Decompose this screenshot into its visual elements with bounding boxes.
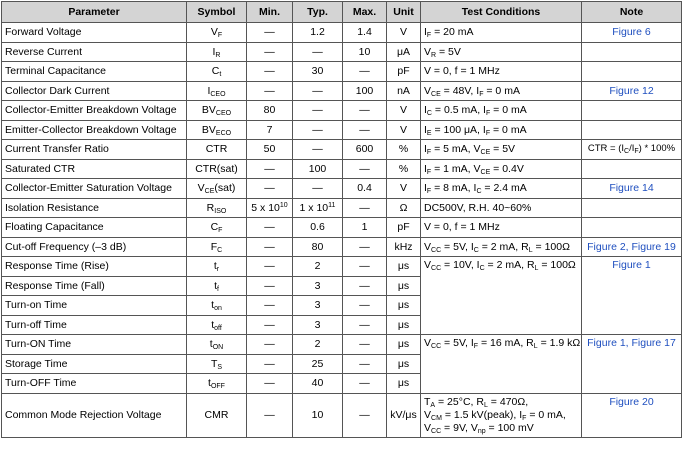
- typ-cell: —: [293, 42, 343, 62]
- min-cell: —: [247, 237, 293, 257]
- test-conditions-cell: $I_E = 100$ μA, $I_F = 0$ mA: [421, 120, 582, 140]
- max-cell: 100: [343, 81, 387, 101]
- typ-cell: 3: [293, 315, 343, 335]
- symbol-cell: $BV_{ECO}$: [187, 120, 247, 140]
- max-cell: —: [343, 198, 387, 218]
- min-cell: —: [247, 315, 293, 335]
- min-cell: —: [247, 218, 293, 238]
- typ-cell: 3: [293, 276, 343, 296]
- symbol-cell: $I_R$: [187, 42, 247, 62]
- note-cell: [582, 159, 682, 179]
- unit-cell: μs: [387, 257, 421, 277]
- parameter-cell: Current Transfer Ratio: [2, 140, 187, 160]
- note-cell: [582, 42, 682, 62]
- min-cell: 7: [247, 120, 293, 140]
- parameter-cell: Turn-on Time: [2, 296, 187, 316]
- test-conditions-cell: $T_A = 25^\circ C$, $R_L = 470\Omega$, $V_{CM} = 1.5$ kV(peak), $I_F = 0$ mA, $V_{CC} = 9V$, $V_{np} = 100$ mV: [421, 393, 582, 437]
- note-cell: Figure 2, Figure 19: [582, 237, 682, 257]
- symbol-cell: $V_{CE}(sat)$: [187, 179, 247, 199]
- test-conditions-cell: $I_F = 8$ mA, $I_C = 2.4$ mA: [421, 179, 582, 199]
- min-cell: —: [247, 23, 293, 43]
- table-row: [2, 42, 682, 62]
- symbol-cell: CTR: [187, 140, 247, 160]
- parameter-cell: Floating Capacitance: [2, 218, 187, 238]
- note-cell: Figure 14: [582, 179, 682, 199]
- parameter-cell: Reverse Current: [2, 42, 187, 62]
- header-typ: Typ.: [293, 2, 343, 23]
- unit-cell: %: [387, 140, 421, 160]
- max-cell: —: [343, 120, 387, 140]
- symbol-cell: $F_C$: [187, 237, 247, 257]
- min-cell: —: [247, 81, 293, 101]
- test-conditions-cell: $V_{CC} = 5V$, $I_C = 2$ mA, $R_L = 100\Omega$: [421, 237, 582, 257]
- parameter-cell: Collector-Emitter Saturation Voltage: [2, 179, 187, 199]
- min-cell: 5 x $10^{10}$: [247, 198, 293, 218]
- max-cell: —: [343, 374, 387, 394]
- parameter-cell: Turn-off Time: [2, 315, 187, 335]
- header-parameter: Parameter: [2, 2, 187, 23]
- note-cell: Figure 20: [582, 393, 682, 437]
- table-row: [2, 140, 682, 160]
- min-cell: —: [247, 179, 293, 199]
- unit-cell: μs: [387, 354, 421, 374]
- unit-cell: V: [387, 120, 421, 140]
- note-cell: CTR = $(I_C/I_F) * 100\%$: [582, 140, 682, 160]
- table-row: [2, 179, 682, 199]
- note-cell: [582, 101, 682, 121]
- unit-cell: kV/μs: [387, 393, 421, 437]
- test-conditions-cell: $V_{CC} = 5V$, $I_F = 16$ mA, $R_L = 1.9$ kΩ: [421, 335, 582, 394]
- note-cell: [582, 120, 682, 140]
- min-cell: 80: [247, 101, 293, 121]
- test-conditions-cell: $V_R = 5V$: [421, 42, 582, 62]
- electrical-characteristics-table: [1, 1, 682, 438]
- test-conditions-cell: DC500V, R.H. 40~60%: [421, 198, 582, 218]
- max-cell: 10: [343, 42, 387, 62]
- typ-cell: —: [293, 101, 343, 121]
- parameter-cell: Collector-Emitter Breakdown Voltage: [2, 101, 187, 121]
- parameter-cell: Response Time (Rise): [2, 257, 187, 277]
- table-row: [2, 335, 682, 355]
- table-row: [2, 23, 682, 43]
- max-cell: 1.4: [343, 23, 387, 43]
- max-cell: 1: [343, 218, 387, 238]
- table-row: [2, 62, 682, 82]
- table-row: [2, 393, 682, 437]
- parameter-cell: Saturated CTR: [2, 159, 187, 179]
- unit-cell: μs: [387, 374, 421, 394]
- unit-cell: pF: [387, 62, 421, 82]
- typ-cell: —: [293, 179, 343, 199]
- min-cell: —: [247, 374, 293, 394]
- note-cell: Figure 1: [582, 257, 682, 335]
- unit-cell: nA: [387, 81, 421, 101]
- typ-cell: —: [293, 140, 343, 160]
- symbol-cell: $C_t$: [187, 62, 247, 82]
- table-row: [2, 237, 682, 257]
- header-max: Max.: [343, 2, 387, 23]
- typ-cell: —: [293, 120, 343, 140]
- typ-cell: 3: [293, 296, 343, 316]
- symbol-cell: $t_{off}$: [187, 315, 247, 335]
- table-row: [2, 159, 682, 179]
- typ-cell: 2: [293, 257, 343, 277]
- parameter-cell: Forward Voltage: [2, 23, 187, 43]
- symbol-cell: $BV_{CEO}$: [187, 101, 247, 121]
- table-row: [2, 81, 682, 101]
- table-row: [2, 257, 682, 277]
- table-row: [2, 101, 682, 121]
- max-cell: —: [343, 315, 387, 335]
- parameter-cell: Storage Time: [2, 354, 187, 374]
- symbol-cell: $t_f$: [187, 276, 247, 296]
- test-conditions-cell: $V_{CE} = 48V$, $I_F = 0$ mA: [421, 81, 582, 101]
- min-cell: —: [247, 393, 293, 437]
- parameter-cell: Turn-ON Time: [2, 335, 187, 355]
- max-cell: —: [343, 257, 387, 277]
- typ-cell: 1.2: [293, 23, 343, 43]
- parameter-cell: Emitter-Collector Breakdown Voltage: [2, 120, 187, 140]
- typ-cell: 100: [293, 159, 343, 179]
- parameter-cell: Collector Dark Current: [2, 81, 187, 101]
- unit-cell: kHz: [387, 237, 421, 257]
- header-note: Note: [582, 2, 682, 23]
- min-cell: —: [247, 296, 293, 316]
- unit-cell: μs: [387, 315, 421, 335]
- typ-cell: 2: [293, 335, 343, 355]
- symbol-cell: CTR(sat): [187, 159, 247, 179]
- min-cell: —: [247, 335, 293, 355]
- unit-cell: Ω: [387, 198, 421, 218]
- symbol-cell: $t_r$: [187, 257, 247, 277]
- min-cell: —: [247, 42, 293, 62]
- max-cell: —: [343, 276, 387, 296]
- typ-cell: —: [293, 81, 343, 101]
- unit-cell: μA: [387, 42, 421, 62]
- max-cell: —: [343, 354, 387, 374]
- header-test-conditions: Test Conditions: [421, 2, 582, 23]
- test-conditions-cell: $I_F = 1$ mA, $V_{CE} = 0.4V$: [421, 159, 582, 179]
- typ-cell: 25: [293, 354, 343, 374]
- header-unit: Unit: [387, 2, 421, 23]
- test-conditions-cell: $I_F = 20$ mA: [421, 23, 582, 43]
- min-cell: —: [247, 159, 293, 179]
- typ-cell: 30: [293, 62, 343, 82]
- max-cell: —: [343, 296, 387, 316]
- typ-cell: 0.6: [293, 218, 343, 238]
- unit-cell: μs: [387, 296, 421, 316]
- symbol-cell: $t_{OFF}$: [187, 374, 247, 394]
- symbol-cell: $t_{on}$: [187, 296, 247, 316]
- max-cell: —: [343, 101, 387, 121]
- parameter-cell: Response Time (Fall): [2, 276, 187, 296]
- symbol-cell: $t_{ON}$: [187, 335, 247, 355]
- unit-cell: V: [387, 101, 421, 121]
- min-cell: —: [247, 257, 293, 277]
- table-row: [2, 218, 682, 238]
- typ-cell: 1 x $10^{11}$: [293, 198, 343, 218]
- parameter-cell: Turn-OFF Time: [2, 374, 187, 394]
- note-cell: [582, 198, 682, 218]
- unit-cell: %: [387, 159, 421, 179]
- table-row: [2, 120, 682, 140]
- test-conditions-cell: V = 0, f = 1 MHz: [421, 62, 582, 82]
- unit-cell: V: [387, 179, 421, 199]
- max-cell: 0.4: [343, 179, 387, 199]
- min-cell: 50: [247, 140, 293, 160]
- max-cell: —: [343, 237, 387, 257]
- symbol-cell: $T_S$: [187, 354, 247, 374]
- symbol-cell: $R_{ISO}$: [187, 198, 247, 218]
- parameter-cell: Cut-off Frequency (–3 dB): [2, 237, 187, 257]
- max-cell: —: [343, 159, 387, 179]
- header-symbol: Symbol: [187, 2, 247, 23]
- note-cell: Figure 1, Figure 17: [582, 335, 682, 394]
- min-cell: —: [247, 354, 293, 374]
- note-cell: Figure 6: [582, 23, 682, 43]
- test-conditions-cell: $V_{CC} = 10V$, $I_C = 2$ mA, $R_L = 100\Omega$: [421, 257, 582, 335]
- min-cell: —: [247, 62, 293, 82]
- header-row: [2, 2, 682, 23]
- typ-cell: 80: [293, 237, 343, 257]
- note-cell: [582, 218, 682, 238]
- symbol-cell: $I_{CEO}$: [187, 81, 247, 101]
- min-cell: —: [247, 276, 293, 296]
- unit-cell: μs: [387, 335, 421, 355]
- note-cell: [582, 62, 682, 82]
- parameter-cell: Terminal Capacitance: [2, 62, 187, 82]
- test-conditions-cell: $I_F = 5$ mA, $V_{CE} = 5V$: [421, 140, 582, 160]
- note-cell: Figure 12: [582, 81, 682, 101]
- table-body: [2, 23, 682, 438]
- max-cell: 600: [343, 140, 387, 160]
- parameter-cell: Isolation Resistance: [2, 198, 187, 218]
- test-conditions-cell: V = 0, f = 1 MHz: [421, 218, 582, 238]
- max-cell: —: [343, 393, 387, 437]
- unit-cell: pF: [387, 218, 421, 238]
- parameter-cell: Common Mode Rejection Voltage: [2, 393, 187, 437]
- max-cell: —: [343, 62, 387, 82]
- symbol-cell: $C_F$: [187, 218, 247, 238]
- unit-cell: μs: [387, 276, 421, 296]
- max-cell: —: [343, 335, 387, 355]
- unit-cell: V: [387, 23, 421, 43]
- typ-cell: 40: [293, 374, 343, 394]
- table-row: [2, 198, 682, 218]
- symbol-cell: $V_F$: [187, 23, 247, 43]
- symbol-cell: CMR: [187, 393, 247, 437]
- test-conditions-cell: $I_C = 0.5$ mA, $I_F = 0$ mA: [421, 101, 582, 121]
- typ-cell: 10: [293, 393, 343, 437]
- header-min: Min.: [247, 2, 293, 23]
